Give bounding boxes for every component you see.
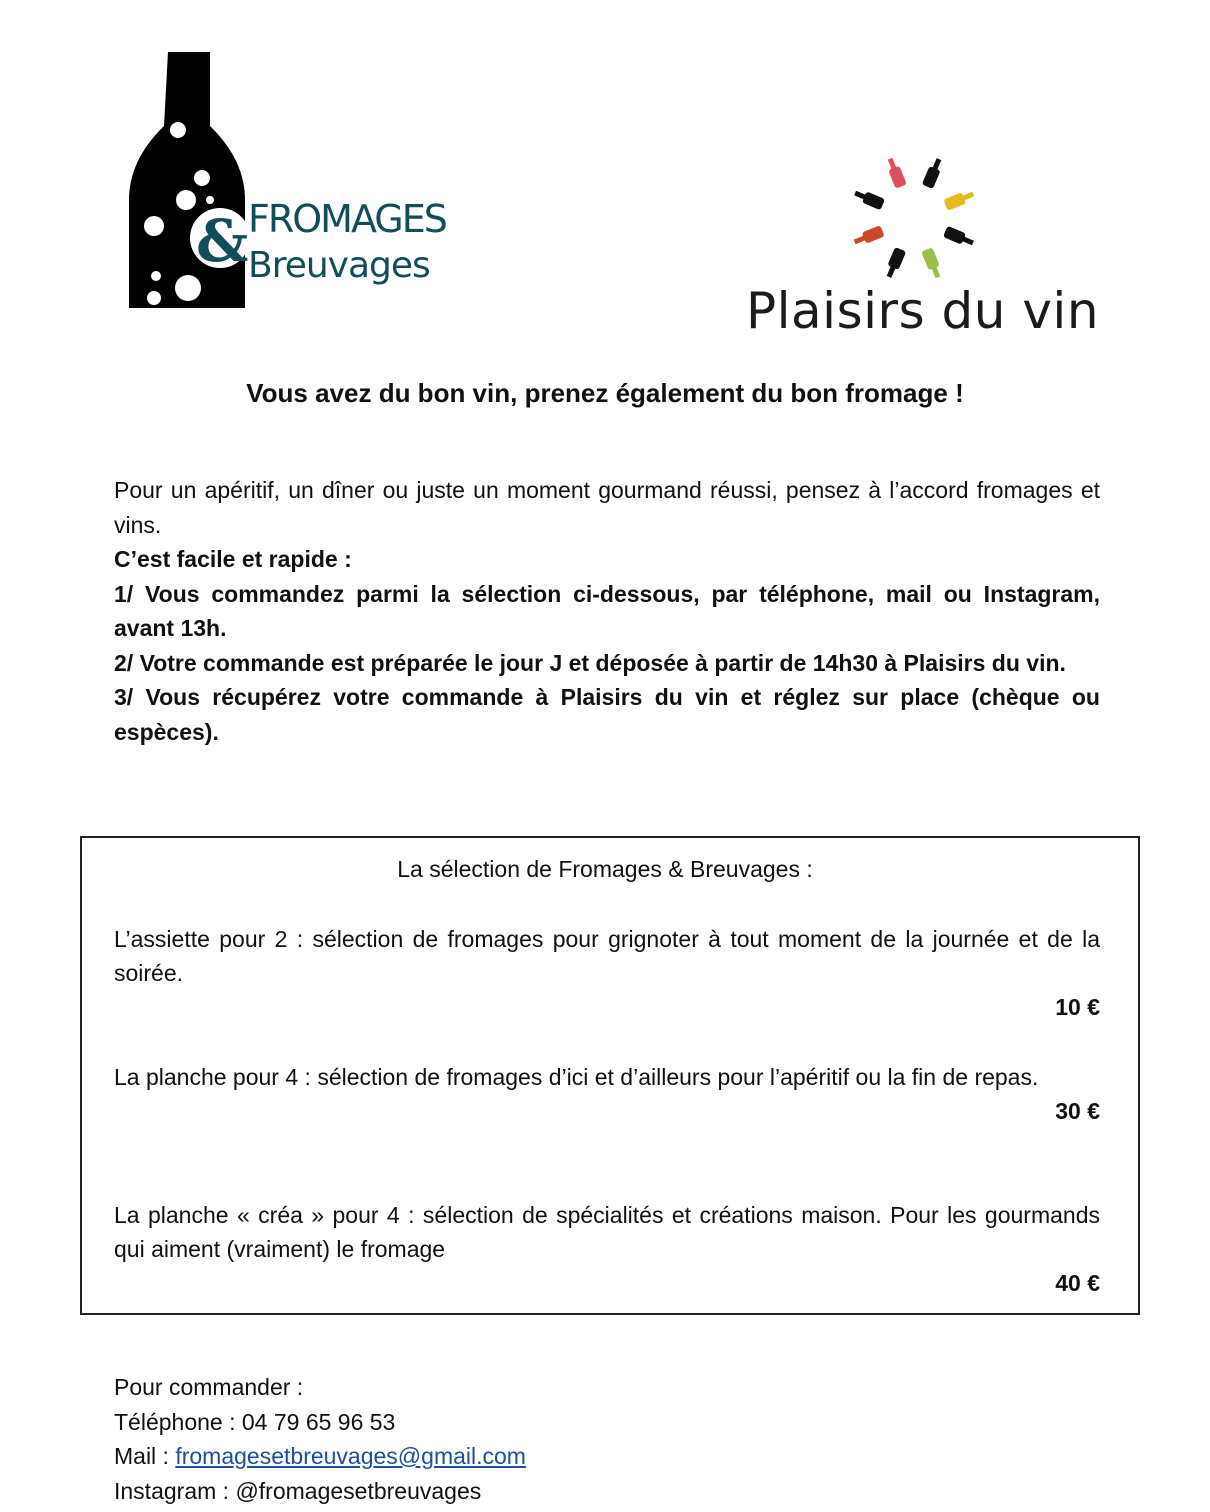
offer-description: La planche « créa » pour 4 : sélection de spécialités et créations maison. Pour les gourmands qui aiment (vraiment) le fromage <box>114 1202 1100 1262</box>
phone-number[interactable]: 04 79 65 96 53 <box>241 1408 396 1435</box>
intro-step-1: 1/ Vous commandez parmi la sélection ci-dessous, par téléphone, mail ou Instagram, avant 13h. <box>114 580 1100 641</box>
intro-paragraph: Pour un apéritif, un dîner ou juste un moment gourmand réussi, pensez à l’accord fromages et vins. <box>114 477 1100 538</box>
wine-bottles-star-icon <box>846 150 982 286</box>
mini-bottle-icon <box>943 188 975 210</box>
offer-item-planche <box>114 1060 1100 1128</box>
offer-price: 10 € <box>1055 994 1100 1020</box>
mini-bottle-icon <box>921 247 943 279</box>
logo-text-breuvages: Breuvages <box>248 245 430 286</box>
logo-ampersand: & <box>196 207 249 275</box>
contact-heading: Pour commander : <box>114 1374 304 1400</box>
email-link[interactable]: fromagesetbreuvages@gmail.com <box>175 1443 526 1469</box>
bottle-ring <box>852 156 975 279</box>
offer-item-assiette <box>114 922 1100 1024</box>
contact-mail-line <box>114 1439 526 1474</box>
mini-bottle-icon <box>853 187 885 210</box>
contact-instagram-line <box>114 1474 526 1509</box>
contact-section <box>114 1370 526 1508</box>
mail-label: Mail : <box>114 1443 176 1469</box>
selection-title: La sélection de Fromages & Breuvages : <box>397 856 813 882</box>
mini-bottle-icon <box>884 156 906 188</box>
intro-lead: C’est facile et rapide : <box>114 546 352 572</box>
offer-item-planche-crea <box>114 1198 1100 1300</box>
intro-step-2: 2/ Votre commande est préparée le jour J et déposée à partir de 14h30 à Plaisirs du vin. <box>114 649 1066 676</box>
contact-phone-line <box>114 1405 526 1440</box>
headline: Vous avez du bon vin, prenez également du bon fromage ! <box>246 378 964 408</box>
offer-description: L’assiette pour 2 : sélection de fromages pour grignoter à tout moment de la journée et de la soirée. <box>114 926 1100 986</box>
mini-bottle-icon <box>922 157 945 189</box>
mini-bottle-icon <box>883 247 906 279</box>
intro-section <box>114 473 1100 749</box>
instagram-handle: @fromagesetbreuvages <box>235 1477 482 1504</box>
mini-bottle-icon <box>943 226 975 249</box>
logo-text-plaisirs-du-vin: Plaisirs du vin <box>746 282 1100 340</box>
intro-step-3: 3/ Vous récupérez votre commande à Plaisirs du vin et réglez sur place (chèque ou espèces). <box>114 684 1100 745</box>
offer-price: 30 € <box>1055 1098 1100 1124</box>
offer-price: 40 € <box>1055 1270 1100 1296</box>
logo-text-fromages: FROMAGES <box>248 197 446 241</box>
instagram-label: Instagram : <box>114 1477 236 1504</box>
phone-label: Téléphone : <box>114 1408 242 1435</box>
mini-bottle-icon <box>852 225 884 247</box>
offer-description: La planche pour 4 : sélection de fromages d’ici et d’ailleurs pour l’apéritif ou la fin de repas. <box>114 1064 1039 1090</box>
